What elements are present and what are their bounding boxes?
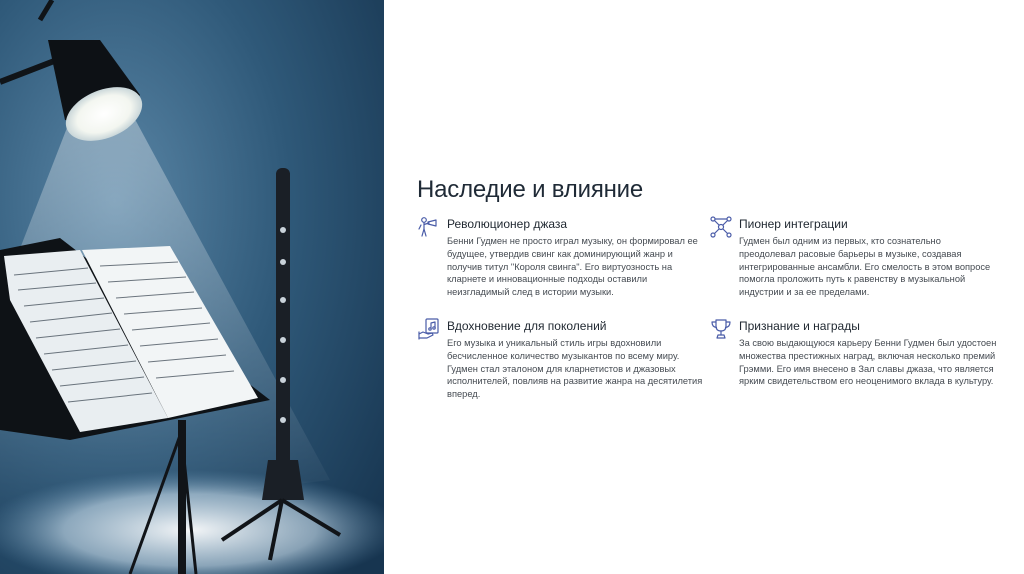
music-sheet-hand-icon xyxy=(417,317,441,341)
card-heading: Вдохновение для поколений xyxy=(447,319,607,333)
photo-illustration xyxy=(0,0,384,574)
network-people-icon xyxy=(709,215,733,239)
trumpet-player-icon xyxy=(417,215,441,239)
card-text: Его музыка и уникальный стиль игры вдохновили бесчисленное количество музыкантов по всему миру. Гудмен стал эталоном для кларнетистов и джазовых исполнителей, повлияв на развитие жанра на десятилетия вперед. xyxy=(447,338,703,400)
card-heading: Пионер интеграции xyxy=(739,217,848,231)
card-text: Гудмен был одним из первых, кто сознательно преодолевал расовые барьеры в музыке, создавая интегрированные ансамбли. Его смелость в этом вопросе помогла проложить путь к равенству в музыкальной индустрии и за ее пределами. xyxy=(739,236,991,298)
card-text: Бенни Гудмен не просто играл музыку, он формировал ее будущее, утвердив свинг как доминирующий жанр и получив титул "Короля свинга". Его виртуозность на кларнете и инновационные подходы оставили неизгладимый след в истории музыки. xyxy=(447,236,698,298)
trophy-icon xyxy=(709,317,733,341)
music-stand-clarinet-photo xyxy=(0,0,384,574)
page-title: Наследие и влияние xyxy=(417,176,644,203)
card-heading: Революционер джаза xyxy=(447,217,568,231)
card-text: За свою выдающуюся карьеру Бенни Гудмен был удостоен множества престижных наград, включая несколько премий Грэмми. Его имя внесено в Зал славы джаза, что является ярким свидетельством его неоценимого вклада в культуру. xyxy=(739,338,997,387)
card-heading: Признание и награды xyxy=(739,319,860,333)
